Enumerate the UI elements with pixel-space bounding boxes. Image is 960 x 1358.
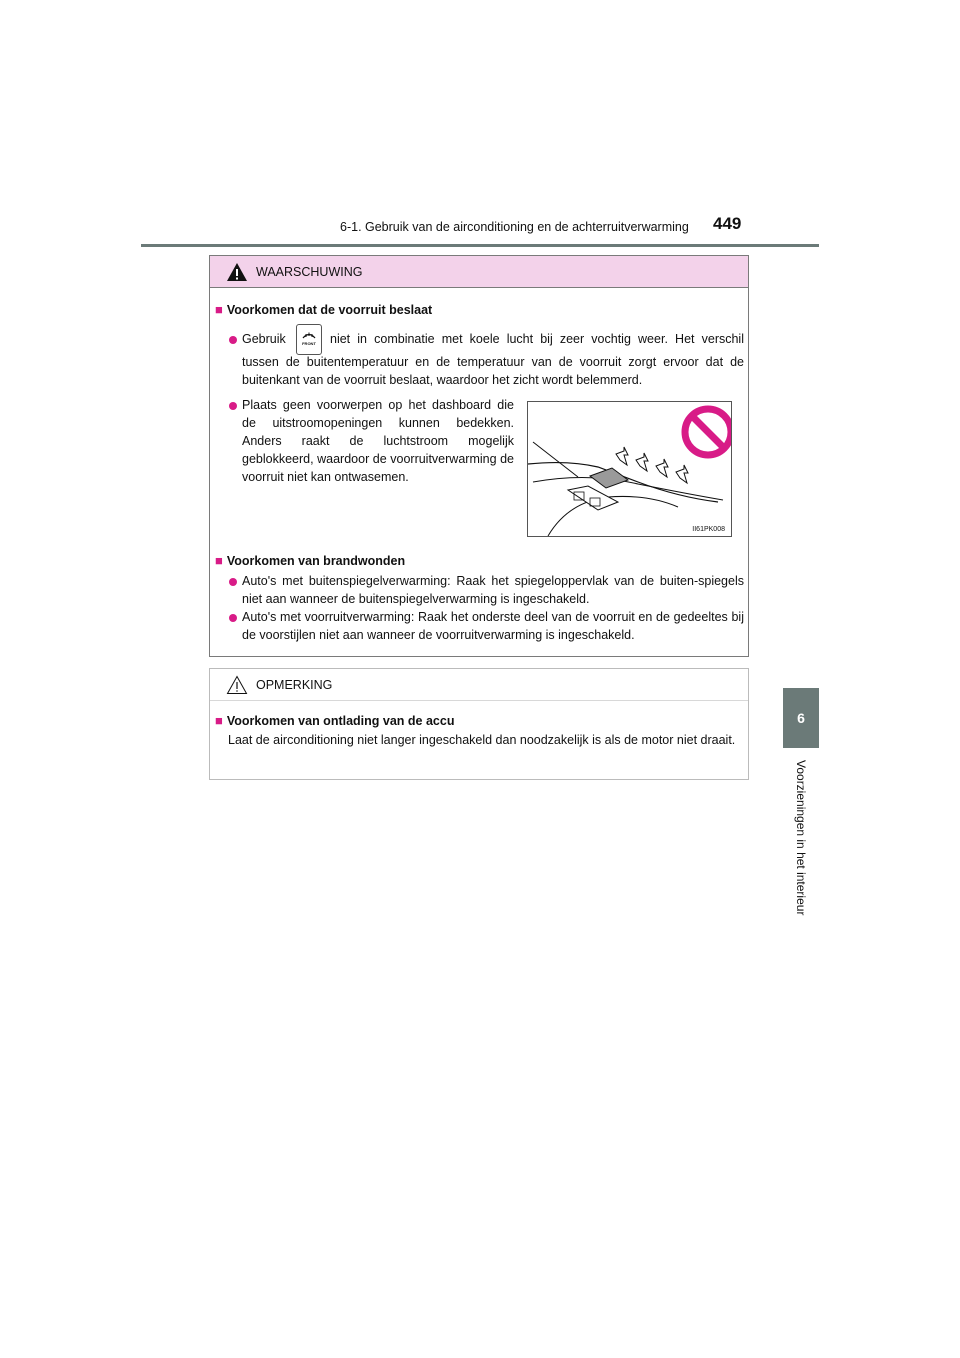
notice-header [210,669,748,701]
notice-heading: OPMERKING [256,678,333,692]
notice-text: Laat de airconditioning niet langer ingeschakeld dan noodzakelijk is als de motor niet draait. [228,733,736,747]
warning-box [209,255,749,657]
square-bullet-icon: ■ [215,713,223,728]
warning-triangle-icon [226,262,248,282]
warning-header [210,256,748,288]
front-defroster-button-icon [296,324,322,355]
header-divider [141,244,819,247]
running-header: 6-1. Gebruik van de airconditioning en de achterruitverwarming [340,220,689,234]
notice-box [209,668,749,780]
bullet-dot-icon [229,614,237,622]
bullet-text-mirror-heating: Auto's met buitenspiegelverwarming: Raak het spiegeloppervlak van de buiten-spiegels niet aan wanneer de buitenspiegelverwarming is ingeschakeld. [242,574,744,606]
dashboard-illustration [527,401,732,537]
bullet-text-after-icon: niet in combinatie met koele lucht bij zeer vochtig weer. Het verschil [330,332,744,346]
bullet-dot-icon [229,402,237,410]
chapter-label-text: Voorzieningen in het interieur [794,760,808,916]
bullet-text-continued: tussen de buitentemperatuur en de temperatuur van de voorruit zorgt ervoor dat de buitenkant van de voorruit beslaat, waardoor het zicht wordt belemmerd. [242,355,744,387]
chapter-number: 6 [797,710,805,726]
chapter-tab [783,688,819,748]
dashboard-airflow-drawing [528,402,731,536]
section-title-battery: ■ Voorkomen van ontlading van de accu [215,713,455,728]
section-title-fogging: ■ Voorkomen dat de voorruit beslaat [215,302,433,317]
notice-triangle-icon [226,675,248,695]
bullet-dot-icon [229,578,237,586]
chapter-side-label [783,760,819,930]
page-number: 449 [713,214,742,233]
bullet-dot-icon [229,336,237,344]
bullet-text-before-icon: Gebruik [242,332,286,346]
warning-heading: WAARSCHUWING [256,265,363,279]
square-bullet-icon: ■ [215,302,223,317]
illustration-code: II61PK008 [692,526,725,533]
bullet-text-dashboard: Plaats geen voorwerpen op het dashboard die de uitstroomopeningen kunnen bedekken. Anders raakt de luchtstroom mogelijk geblokkeerd, waardoor de voorruitverwarming de voorruit niet kan ontwasemen. [242,398,514,484]
bullet-text-windshield-heating: Auto's met voorruitverwarming: Raak het onderste deel van de voorruit en de gedeeltes bij de voorstijlen niet aan wanneer de voorruitverwarming is ingeschakeld. [242,610,744,642]
square-bullet-icon: ■ [215,553,223,568]
front-defroster-label: FRONT [302,341,316,346]
section-title-burns: ■ Voorkomen van brandwonden [215,553,406,568]
